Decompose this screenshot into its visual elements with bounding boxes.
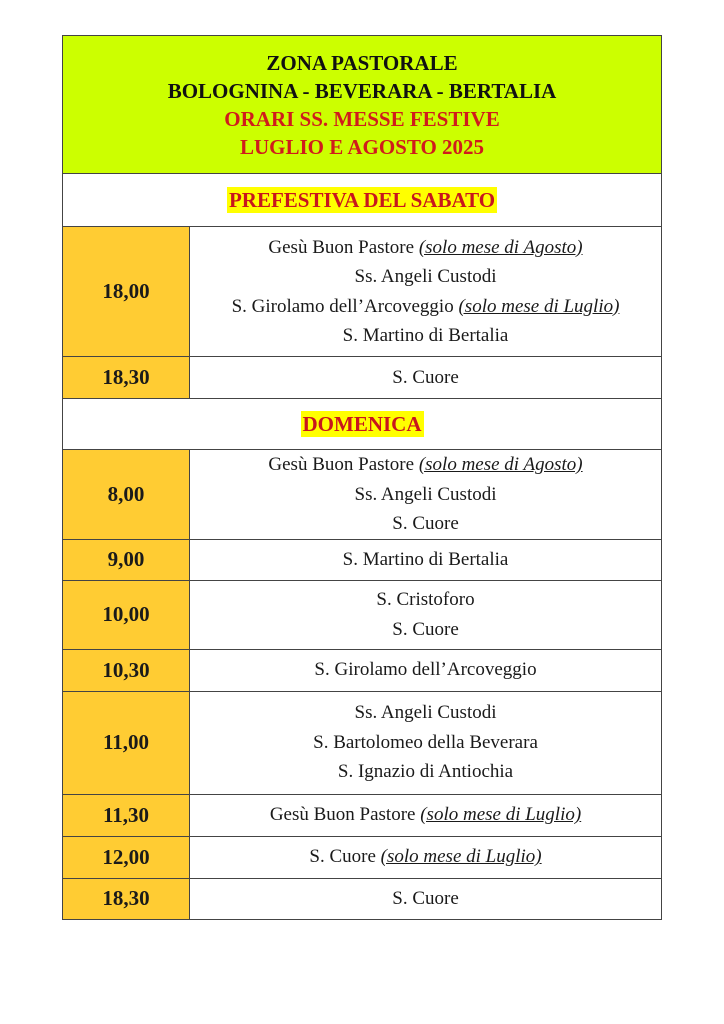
church-name: Gesù Buon Pastore [268, 454, 415, 475]
church-list [190, 878, 662, 919]
section-title: DOMENICA [302, 412, 422, 436]
church-name: Gesù Buon Pastore [268, 236, 415, 258]
church-name: S. Cuore [392, 513, 459, 534]
church-name: S. Girolamo dell’Arcoveggio [314, 659, 537, 681]
mass-row [63, 878, 662, 919]
schedule-table [62, 35, 662, 920]
mass-row [63, 691, 662, 794]
mass-row [63, 649, 662, 691]
church-name: Ss. Angeli Custodi [354, 266, 497, 287]
church-entry [190, 884, 661, 914]
church-entry [190, 698, 661, 728]
church-entry [190, 321, 661, 351]
mass-time: 9,00 [63, 539, 190, 580]
church-name: S. Cristoforo [376, 589, 475, 610]
month-note: (solo mese di Agosto) [418, 454, 583, 475]
month-note: (solo mese di Luglio) [458, 295, 620, 317]
church-entry [190, 450, 661, 480]
mass-time: 18,30 [63, 357, 190, 399]
church-name: Gesù Buon Pastore [269, 804, 416, 826]
church-entry [190, 480, 661, 510]
church-entry [190, 842, 661, 872]
church-entry [190, 800, 661, 830]
mass-row [63, 794, 662, 836]
mass-time: 10,30 [63, 649, 190, 691]
mass-row [63, 357, 662, 399]
mass-time: 11,00 [63, 691, 190, 794]
schedule-sheet [62, 35, 661, 920]
church-entry [190, 363, 661, 393]
month-note: (solo mese di Luglio) [380, 846, 542, 868]
church-entry [190, 615, 661, 645]
section-cell [63, 174, 662, 227]
church-name: S. Cuore [392, 887, 459, 909]
mass-time: 8,00 [63, 450, 190, 540]
church-list [190, 794, 662, 836]
church-list [190, 649, 662, 691]
church-name: S. Cuore [392, 618, 459, 640]
church-list [190, 691, 662, 794]
church-entry [190, 585, 661, 615]
mass-time: 12,00 [63, 836, 190, 878]
mass-row [63, 580, 662, 649]
mass-row [63, 227, 662, 357]
mass-row [63, 836, 662, 878]
header-row [63, 36, 662, 174]
church-name: Ss. Angeli Custodi [354, 702, 497, 724]
church-list [190, 450, 662, 540]
section-row [63, 399, 662, 450]
church-entry [190, 728, 661, 758]
section-cell [63, 399, 662, 450]
section-row [63, 174, 662, 227]
section-title: PREFESTIVA DEL SABATO [228, 188, 496, 212]
church-list [190, 539, 662, 580]
church-name: S. Girolamo dell’Arcoveggio [231, 295, 454, 317]
mass-row [63, 539, 662, 580]
schedule-title: ORARI SS. MESSE FESTIVE [224, 106, 500, 131]
church-entry [190, 292, 661, 322]
church-name: S. Martino di Bertalia [342, 325, 509, 346]
mass-row [63, 450, 662, 540]
period-title: LUGLIO E AGOSTO 2025 [239, 134, 485, 159]
church-entry [190, 655, 661, 685]
church-entry [190, 757, 661, 787]
church-entry [190, 233, 661, 263]
month-note: (solo mese di Luglio) [420, 804, 582, 826]
mass-time: 18,00 [63, 227, 190, 357]
mass-time: 18,30 [63, 878, 190, 919]
church-name: S. Bartolomeo della Beverara [313, 731, 538, 753]
church-list [190, 357, 662, 399]
header-cell [63, 36, 662, 174]
church-list [190, 580, 662, 649]
church-name: S. Martino di Bertalia [342, 548, 509, 570]
church-list [190, 227, 662, 357]
church-entry [190, 509, 661, 539]
church-name: S. Cuore [392, 366, 459, 388]
mass-time: 11,30 [63, 794, 190, 836]
church-entry [190, 545, 661, 575]
church-name: S. Cuore [309, 846, 376, 868]
parishes-title: BOLOGNINA - BEVERARA - BERTALIA [167, 78, 557, 103]
church-name: Ss. Angeli Custodi [354, 483, 497, 505]
church-name: S. Ignazio di Antiochia [337, 761, 514, 783]
zone-title: ZONA PASTORALE [266, 50, 458, 75]
month-note: (solo mese di Agosto) [418, 236, 583, 258]
mass-time: 10,00 [63, 580, 190, 649]
church-list [190, 836, 662, 878]
church-entry [190, 262, 661, 292]
